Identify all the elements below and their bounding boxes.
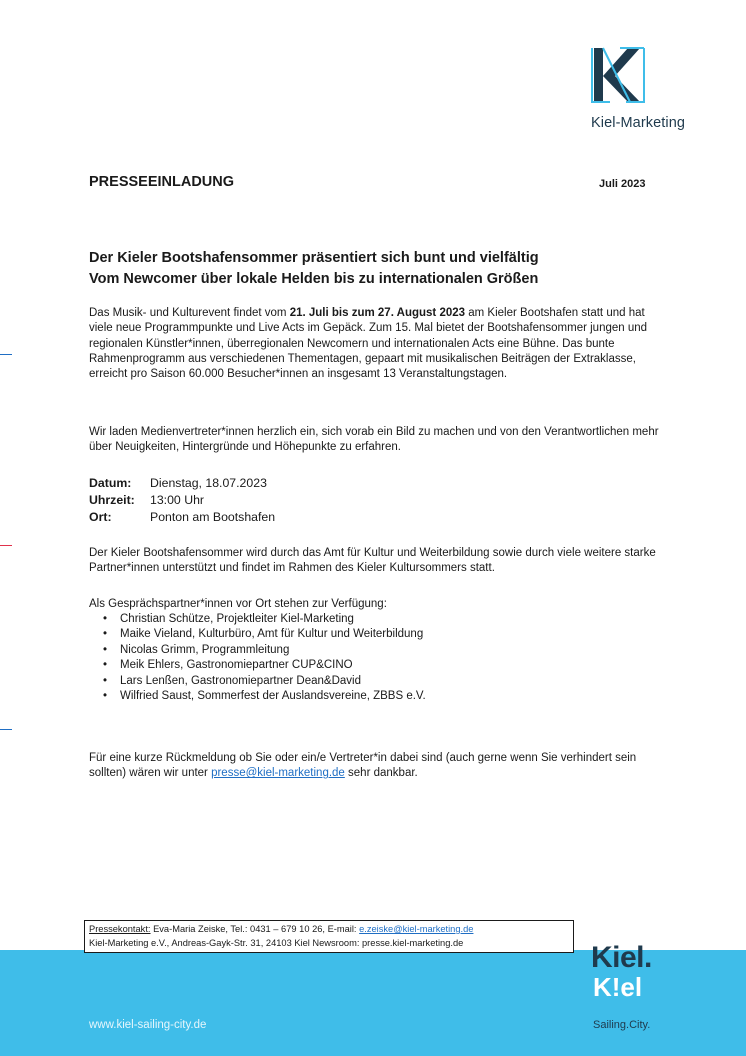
event-details	[89, 475, 275, 526]
punch-mark	[0, 545, 12, 546]
document-type: PRESSEEINLADUNG	[89, 174, 235, 190]
rsvp-text-start: Für eine kurze Rückmeldung ob Sie oder ein/e Vertreter*in dabei sind (auch gerne wenn Sie verhindert sein sollten) wären wir unter	[89, 752, 637, 780]
rsvp-text-end: sehr dankbar.	[344, 767, 418, 780]
contact-line-1	[89, 922, 569, 936]
partners-intro: Als Gesprächspartner*innen vor Ort stehen zur Verfügung:	[89, 598, 387, 610]
time-value: 13:00 Uhr	[150, 493, 205, 507]
footer-website[interactable]: www.kiel-sailing-city.de	[89, 1019, 207, 1031]
kiel-marketing-logo-icon	[590, 46, 646, 104]
time-label: Uhrzeit:	[89, 493, 135, 507]
kiel-brand-word: Kiel.	[591, 941, 652, 974]
place-value: Ponton am Bootshafen	[150, 510, 276, 524]
rsvp-paragraph	[89, 751, 659, 782]
invitation-paragraph: Wir laden Medienvertreter*innen herzlich ein, sich vorab ein Bild zu machen und von den Verantwortlichen mehr über Neuigkeiten, Hintergründe und Höhepunkte zu erfahren.	[89, 426, 659, 454]
list-item: • Meik Ehlers, Gastronomiepartner CUP&CINO	[100, 658, 426, 673]
fold-mark-bottom	[0, 729, 12, 730]
intro-text-end: am Kieler Bootshafen statt und hat viele neue Programmpunkte und Live Acts im Gepäck. Zum 15. Mal bietet der Bootshafensommer jungen und regionalen Künstler*innen, überregionalen Newcomern und internationalen Acts eine Bühne. Das bunte Rahmenprogramm aus verschiedenen Thementagen, gepaart mit musikalischen Beiträgen der Extraklasse, erreicht pro Saison 60.000 Besucher*innen an insgesamt 13 Veranstaltungstagen.	[89, 307, 648, 381]
kiel-brand-mirror: K!el	[593, 972, 643, 1002]
contact-line-2: Kiel-Marketing e.V., Andreas-Gayk-Str. 31, 24103 Kiel Newsroom: presse.kiel-marketing.de	[89, 938, 464, 948]
event-dates: 21. Juli bis zum 27. August 2023	[289, 307, 466, 319]
list-item: • Maike Vieland, Kulturbüro, Amt für Kultur und Weiterbildung	[100, 627, 426, 642]
headline-line-2: Vom Newcomer über lokale Helden bis zu internationalen Größen	[89, 271, 539, 287]
document-date: Juli 2023	[599, 178, 646, 190]
list-item: • Nicolas Grimm, Programmleitung	[100, 643, 426, 658]
detail-time	[89, 492, 275, 509]
place-label: Ort:	[89, 510, 112, 524]
support-paragraph: Der Kieler Bootshafensommer wird durch das Amt für Kultur und Weiterbildung sowie durch viele weitere starke Partner*innen unterstützt und findet im Rahmen des Kieler Kultursommers statt.	[89, 547, 656, 575]
partners-list	[100, 612, 426, 704]
sailing-city-tagline: Sailing.City.	[593, 1019, 651, 1031]
press-contact-box	[84, 920, 574, 953]
list-item: • Christian Schütze, Projektleiter Kiel-Marketing	[100, 612, 426, 627]
detail-date	[89, 475, 275, 492]
logo-wordmark: Kiel-Marketing	[591, 115, 686, 131]
headline-line-1: Der Kieler Bootshafensommer präsentiert sich bunt und vielfältig	[89, 250, 539, 266]
intro-text-start: Das Musik- und Kulturevent findet vom	[89, 307, 290, 319]
date-value: Dienstag, 18.07.2023	[150, 476, 267, 490]
press-email-link[interactable]: presse@kiel-marketing.de	[211, 767, 345, 780]
date-label: Datum:	[89, 476, 132, 490]
list-item: • Wilfried Saust, Sommerfest der Auslandsvereine, ZBBS e.V.	[100, 689, 426, 704]
contact-person: Eva-Maria Zeiske, Tel.: 0431 – 679 10 26, E-mail:	[150, 924, 360, 934]
headline	[89, 248, 539, 290]
intro-paragraph	[89, 306, 659, 382]
fold-mark-top	[0, 354, 12, 355]
contact-label: Pressekontakt:	[89, 924, 151, 934]
detail-place	[89, 509, 275, 526]
list-item: • Lars Lenßen, Gastronomiepartner Dean&David	[100, 674, 426, 689]
contact-email-link[interactable]: e.zeiske@kiel-marketing.de	[359, 924, 474, 934]
